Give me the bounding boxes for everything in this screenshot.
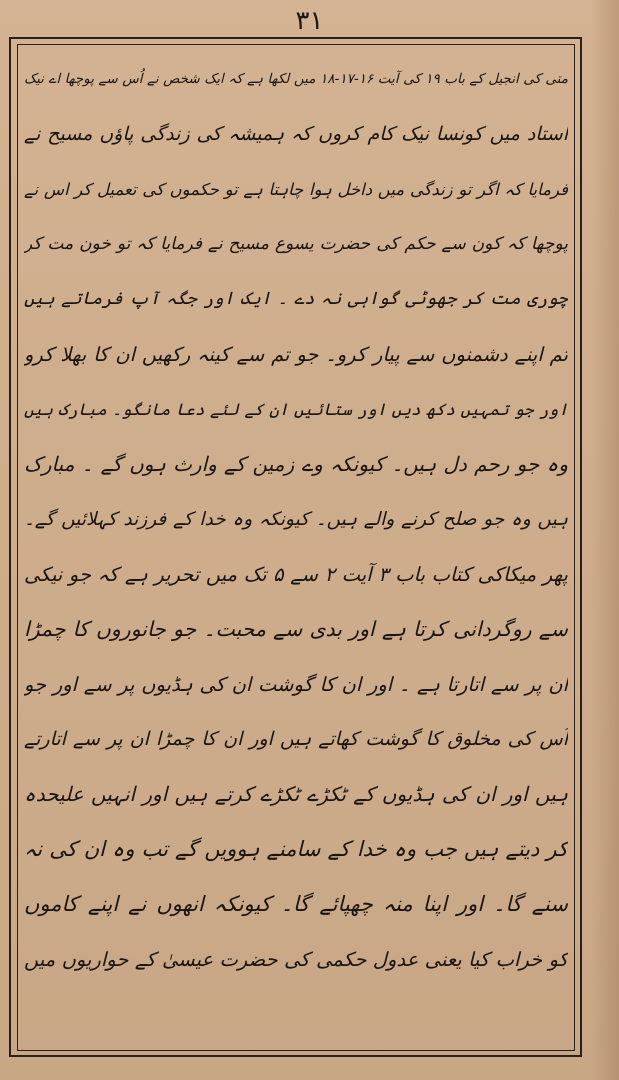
- text-line-2: استاد میں کونسا نیک کام کروں کہ ہمیشہ کی زندگی پاؤں مسیح نے: [24, 123, 568, 145]
- page-edge-shadow: [591, 0, 619, 1080]
- text-line-9: ہیں وہ جو صلح کرنے والے ہیں۔ کیونکہ وہ خدا کے فرزند کہلائیں گے۔: [24, 509, 568, 530]
- text-line-7: اور جو تمہیں دکھ دیں اور ستائیں ان کے لئے دعا مانگو۔ مبارک ہیں: [24, 400, 568, 419]
- text-line-1: متی کی انجیل کے باب ۱۹ کی آیت ۱۶-۱۷-۱۸ میں لکھا ہے کہ ایک شخص نے اُس سے پوچھا اے نیک: [24, 71, 568, 87]
- text-line-4: پوچھا کہ کون سے حکم کی حضرت یسوع مسیح نے فرمایا کہ تو خون مت کر: [24, 234, 568, 254]
- text-line-6: تم اپنے دشمنوں سے پیار کرو۔ جو تم سے کینہ رکھیں ان کا بھلا کرو: [24, 343, 568, 366]
- text-line-17: کو خراب کیا یعنی عدول حکمی کی حضرت عیسیٰ کے حواریوں میں: [24, 948, 568, 971]
- text-line-10: پھر میکاکی کتاب باب ۳ آیت ۲ سے ۵ تک میں تحریر ہے کہ جو نیکی: [24, 563, 568, 586]
- page-number: ۳۱: [295, 6, 324, 36]
- urdu-text-block: [24, 52, 568, 1047]
- text-line-15: کر دیتے ہیں جب وہ خدا کے سامنے ہوویں گے تب وہ ان کی نہ: [24, 837, 568, 861]
- text-line-3: فرمایا کہ اگر تو زندگی میں داخل ہوا چاہتا ہے تو حکموں کی تعمیل کر اس نے: [24, 180, 568, 199]
- text-line-14: ہیں اور ان کی ہڈیوں کے ٹکڑے ٹکڑے کرتے ہیں اور انہیں علیحدہ: [24, 782, 568, 806]
- text-line-13: اُس کی مخلوق کا گوشت کھاتے ہیں اور ان کا چمڑا ان پر سے اتارتے: [24, 728, 568, 750]
- text-line-16: سنے گا۔ اور اپنا منہ چھپائے گا۔ کیونکہ انھوں نے اپنے کاموں: [24, 892, 568, 916]
- text-line-8: وہ جو رحم دل ہیں۔ کیونکہ وے زمین کے وارث ہوں گے ۔ مبارک: [24, 452, 568, 476]
- text-line-11: سے روگردانی کرتا ہے اور بدی سے محبت۔ جو جانوروں کا چمڑا: [24, 617, 568, 641]
- text-line-12: ان پر سے اتارتا ہے ۔ اور ان کا گوشت ان کی ہڈیوں پر سے اور جو: [24, 673, 568, 696]
- text-line-5: چوری مت کر جھوٹی گواہی نہ دے ۔ ایک اور جگہ آپ فرماتے ہیں: [24, 289, 568, 309]
